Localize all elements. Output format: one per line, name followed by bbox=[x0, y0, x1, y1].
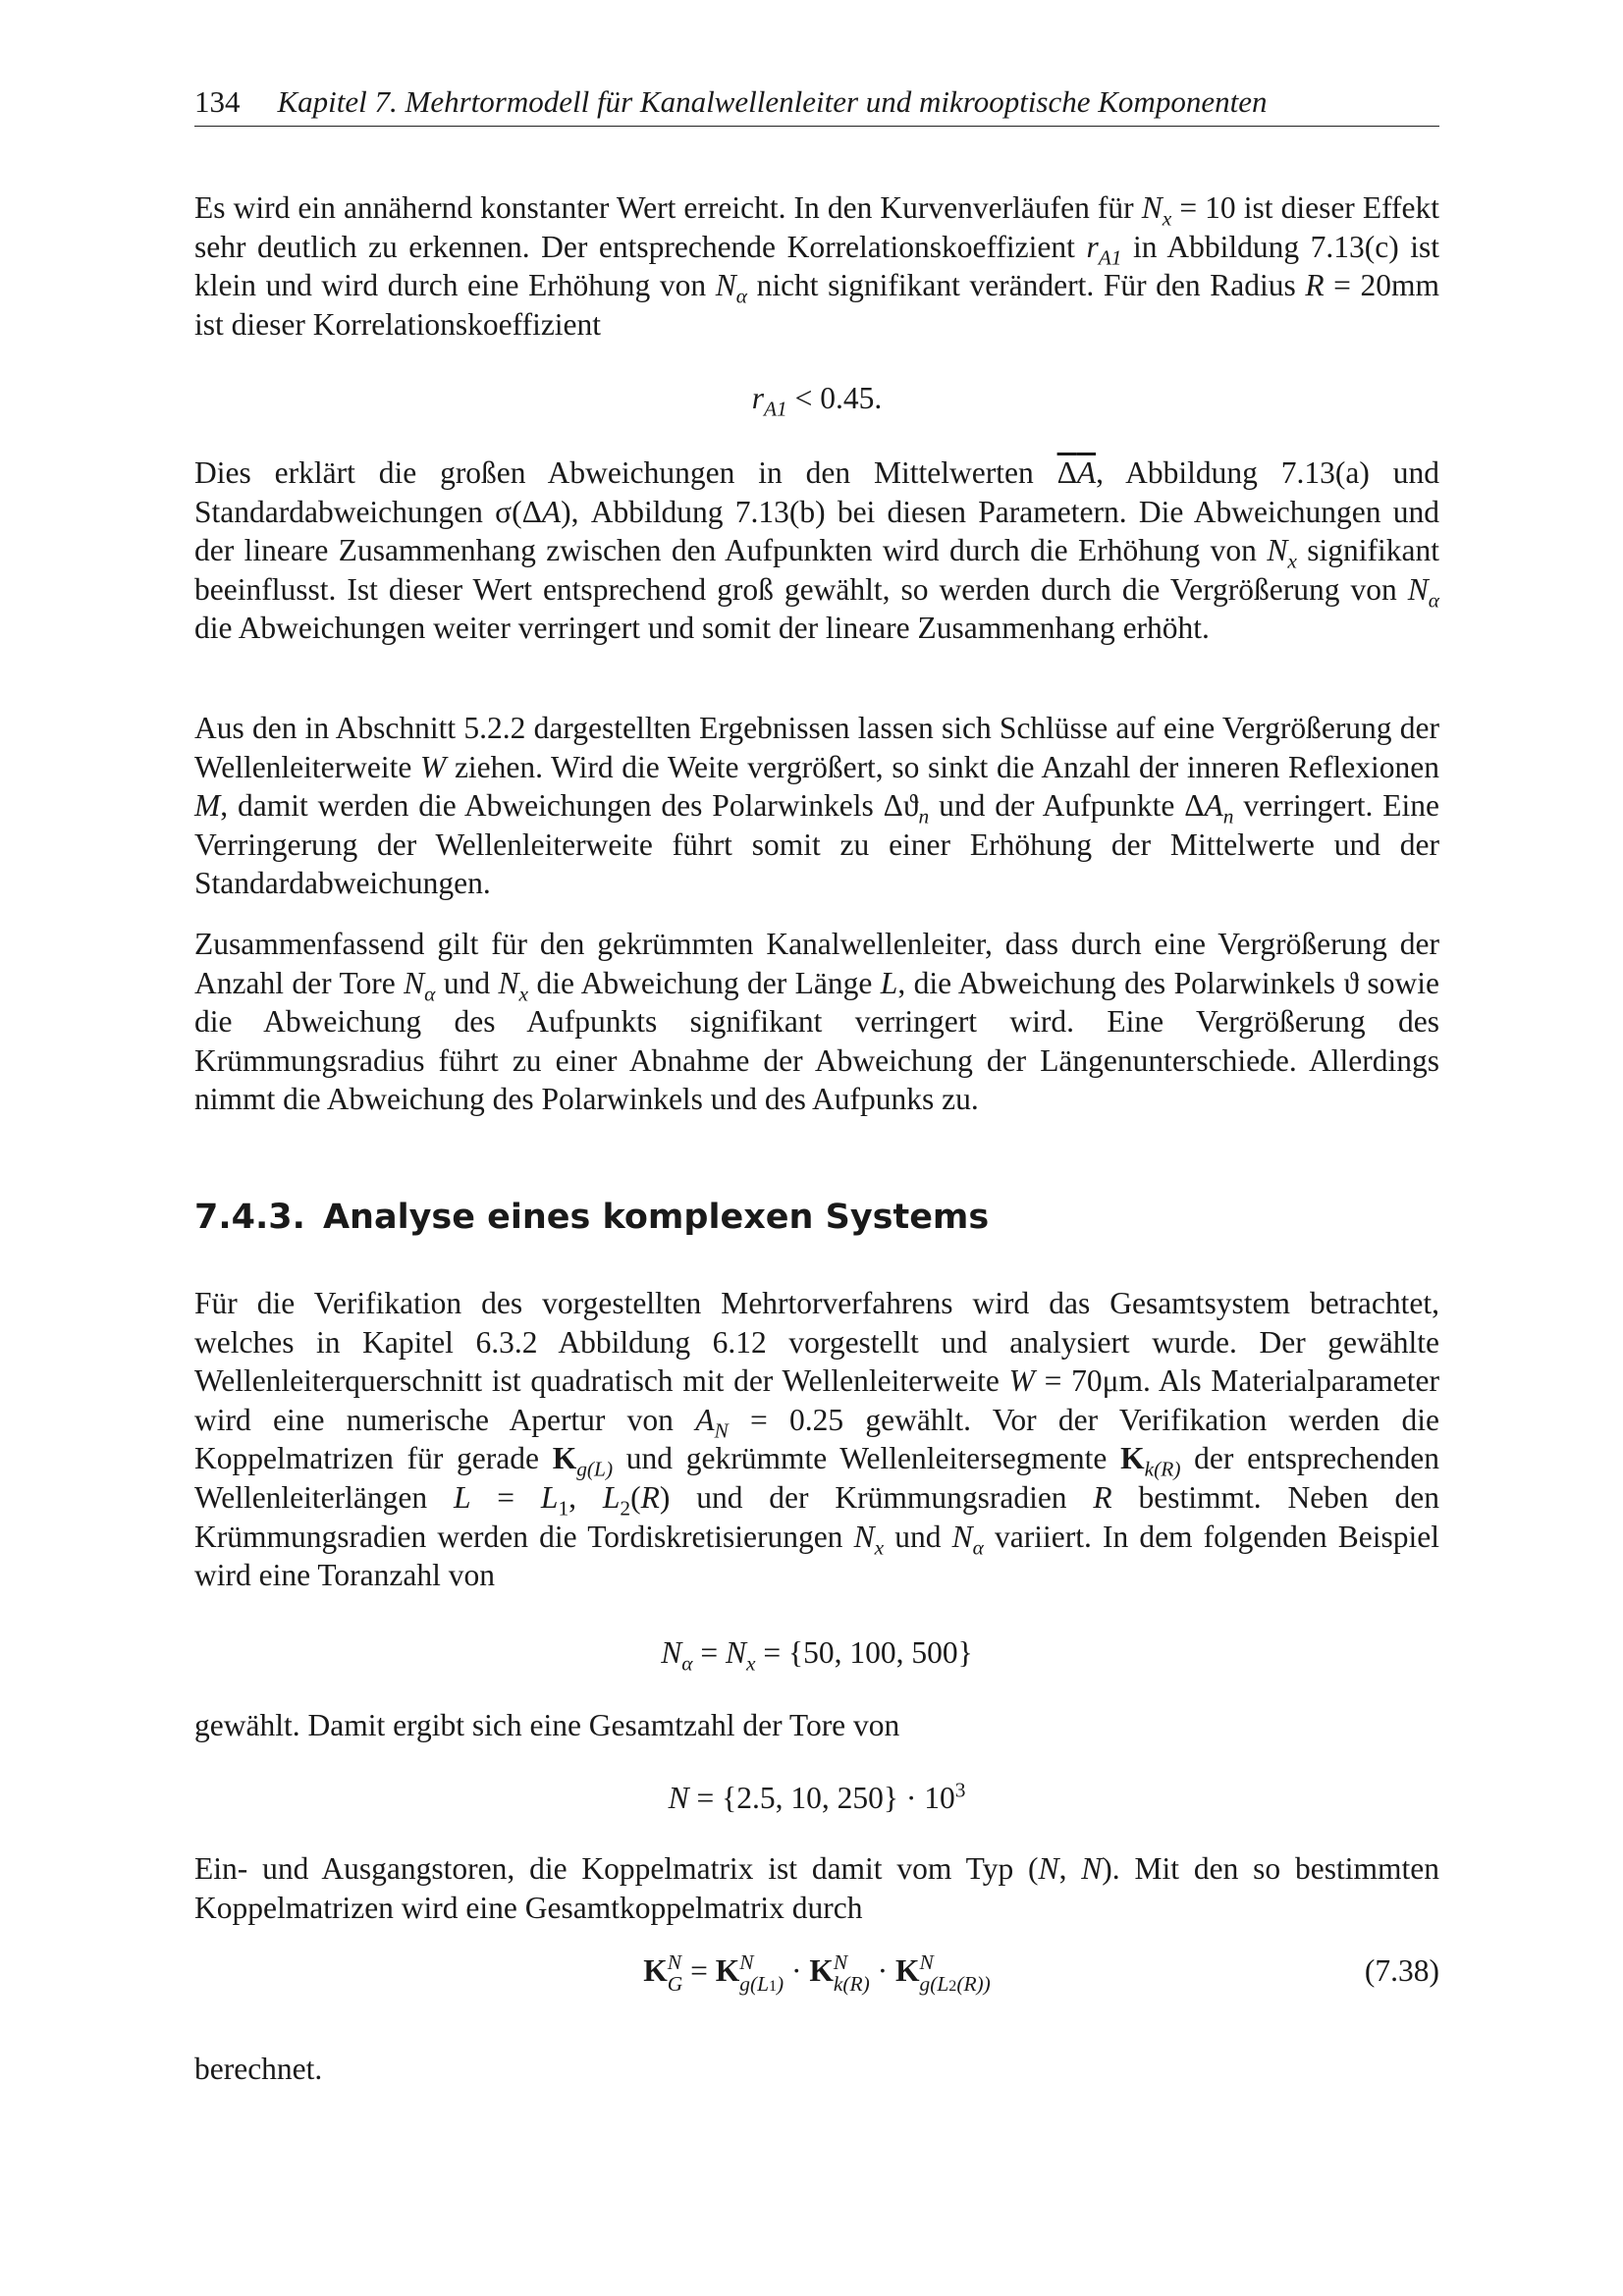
page-number: 134 bbox=[194, 84, 241, 119]
chapter-title: Kapitel 7. Mehrtormodell für Kanalwellenleiter und mikrooptische Komponenten bbox=[277, 84, 1268, 119]
equation-7-38: K N G = K N g(L1) · K N k(R) · K N g(L2(R)) (7.38) bbox=[643, 1950, 1439, 1996]
paragraph-8: berechnet. bbox=[194, 2052, 323, 2086]
paragraph-3: Aus den in Abschnitt 5.2.2 dargestellten Ergebnissen lassen sich Schlüsse auf eine Vergrößerung der Wellenleiterweite W ziehen. Wird die Weite vergrößert, so sinkt die Anzahl der inneren Reflexionen M, damit werden die Abweichungen des Polarwinkels $\Delta ϑ_n$ und der Aufpunkte $\Delta A_n$ verringert. Eine Verringerung der Wellenleiterweite führt somit zu einer Erhöhung der Mittelwerte und der Standardabweichungen. bbox=[194, 711, 1439, 901]
running-head bbox=[194, 82, 1439, 127]
paragraph-5: Für die Verifikation des vorgestellten Mehrtorverfahrens wird das Gesamtsystem betrachtet, welches in Kapitel 6.3.2 Abbildung 6.12 vorgestellt und analysiert wurde. Der gewählte Wellenleiterquerschnitt ist quadratisch mit der Wellenleiterweite W = 70μm. Als Materialparameter wird eine numerische Apertur von $A_N = 0.25$ gewählt. Vor der Verifikation werden die Koppelmatrizen für gerade $K_{g(L)}$ und gekrümmte Wellenleitersegmente $K_{k(R)}$ der entsprechenden Wellenleiterlängen $L = L_1$, $L_2(R)$ und der Krümmungsradien R bestimmt. Neben den Krümmungsradien werden die Tordiskretisierungen $N_x$ und $N_\alpha$ variiert. In dem folgenden Beispiel wird eine Toranzahl von bbox=[194, 1286, 1439, 1593]
equation-number: (7.38) bbox=[1364, 1953, 1439, 1988]
paragraph-7: Ein- und Ausgangstoren, die Koppelmatrix ist damit vom Typ (N, N). Mit den so bestimmten Koppelmatrizen wird eine Gesamtkoppelmatrix durch bbox=[194, 1851, 1439, 1925]
equation-total-ports: N = {2.5, 10, $250\} \cdot 10^3$ bbox=[668, 1778, 966, 1815]
paragraph-6: gewählt. Damit ergibt sich eine Gesamtzahl der Tore von bbox=[194, 1708, 900, 1742]
section-heading bbox=[194, 1196, 1439, 1239]
paragraph-1: Es wird ein annähernd konstanter Wert erreicht. In den Kurvenverläufen für $N_x = 10$ ist dieser Effekt sehr deutlich zu erkennen. Der entsprechende Korrelationskoeffizient $r_{A1}$ in Abbildung 7.13(c) ist klein und wird durch eine Erhöhung von $N_\alpha$ nicht signifikant verändert. Für den Radius R = 20mm ist dieser Korrelationskoeffizient bbox=[194, 190, 1440, 342]
section-number: 7.4.3. bbox=[194, 1198, 305, 1237]
equation-port-count: $N_\alpha = N_x = \{50$, 100, 500} bbox=[661, 1635, 973, 1676]
section-title: Analyse eines komplexen Systems bbox=[322, 1198, 990, 1237]
equation-correlation: $r_{A1} < 0.45$. bbox=[751, 381, 883, 421]
paragraph-4: Zusammenfassend gilt für den gekrümmten Kanalwellenleiter, dass durch eine Vergrößerung der Anzahl der Tore $N_\alpha$ und $N_x$ die Abweichung der Länge L, die Abweichung des Polarwinkels ϑ sowie die Abweichung des Aufpunkts signifikant verringert wird. Eine Vergrößerung des Krümmungsradius führt zu einer Abnahme der Abweichung der Längenunterschiede. Allerdings nimmt die Abweichung des Polarwinkels und des Aufpunks zu. bbox=[194, 927, 1439, 1117]
paragraph-2: Dies erklärt die großen Abweichungen in den Mittelwerten ΔA, Abbildung 7.13(a) und Standardabweichungen σ(ΔA), Abbildung 7.13(b) bei diesen Parametern. Die Abweichungen und der lineare Zusammenhang zwischen den Aufpunkten wird durch die Erhöhung von $N_x$ signifikant beeinflusst. Ist dieser Wert entsprechend groß gewählt, so werden durch die Vergrößerung von $N_\alpha$ die Abweichungen weiter verringert und somit der lineare Zusammenhang erhöht. bbox=[194, 455, 1439, 646]
